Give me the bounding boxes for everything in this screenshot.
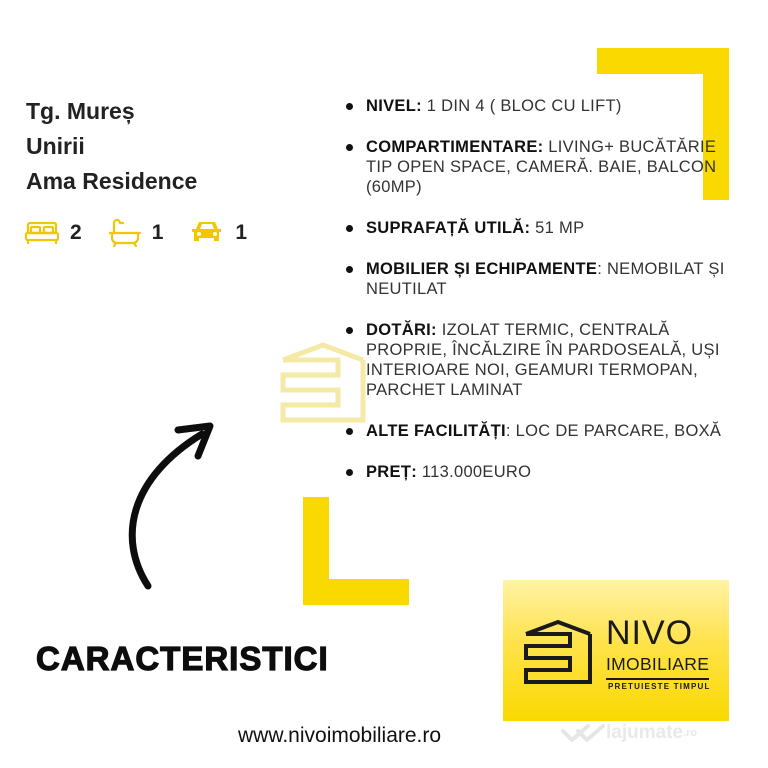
corner-watermark (560, 722, 697, 744)
car-icon (189, 219, 225, 247)
bed-icon (24, 220, 60, 246)
bedroom-count: 2 (70, 221, 82, 244)
spec-item-amenities: DOTĂRI: IZOLAT TERMIC, CENTRALĂ PROPRIE, ÎNCĂLZIRE ÎN PARDOSEALĂ, UȘI INTERIOARE NOI, GEAMURI TERMOPAN, PARCHET LAMINAT (344, 320, 744, 400)
features-row (24, 218, 273, 248)
location-block (26, 94, 197, 199)
brand-subtitle: IMOBILIARE (606, 654, 710, 674)
page-heading: CARACTERISTICI (36, 640, 329, 677)
feature-bathrooms (108, 218, 164, 248)
location-area: Unirii (26, 133, 85, 159)
watermark-check-icon (560, 723, 606, 743)
curved-arrow-icon (112, 418, 222, 593)
brand-logo-icon (520, 618, 596, 686)
spec-item-layout: COMPARTIMENTARE: LIVING+ BUCĂTĂRIE TIP OPEN SPACE, CAMERĂ. BAIE, BALCON (60MP) (344, 137, 744, 197)
spec-item-level: NIVEL: 1 DIN 4 ( BLOC CU LIFT) (344, 96, 744, 116)
bathtub-icon (108, 218, 142, 248)
feature-bedrooms (24, 220, 82, 246)
spec-item-furniture: MOBILIER ȘI ECHIPAMENTE: NEMOBILAT ȘI NEUTILAT (344, 259, 744, 299)
spec-item-price: PREȚ: 113.000EURO (344, 462, 744, 482)
website-link[interactable]: www.nivoimobiliare.ro (238, 724, 442, 747)
feature-parking (189, 219, 247, 247)
location-city: Tg. Mureș (26, 98, 135, 124)
location-complex: Ama Residence (26, 168, 198, 194)
watermark-text: lajumate (606, 722, 684, 743)
parking-count: 1 (235, 221, 248, 244)
spec-item-area: SUPRAFAȚĂ UTILĂ: 51 MP (344, 218, 744, 238)
spec-item-facilities: ALTE FACILITĂȚI: LOC DE PARCARE, BOXĂ (344, 421, 744, 441)
brand-divider (606, 678, 709, 680)
brand-name: NIVO (606, 614, 694, 652)
watermark-suffix: .ro (683, 727, 698, 739)
brand-tagline: PRETUIESTE TIMPUL (608, 682, 711, 691)
bathroom-count: 1 (151, 221, 164, 244)
decorative-bracket-bottom (303, 579, 409, 605)
specs-list (344, 96, 744, 503)
